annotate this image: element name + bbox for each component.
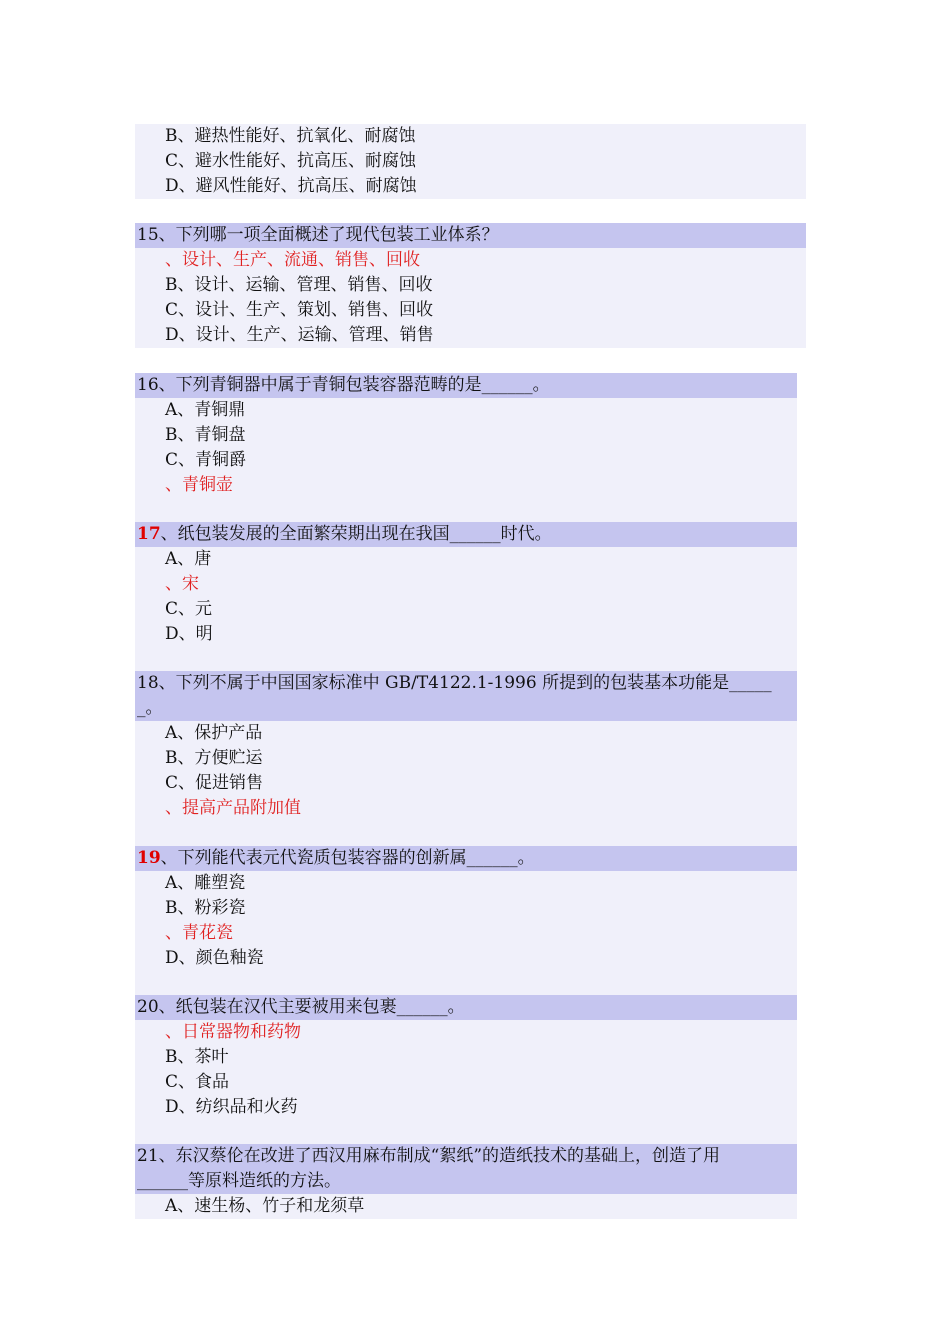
spacer xyxy=(135,821,797,846)
question-number: 19 xyxy=(137,848,161,868)
question-15-block xyxy=(135,223,806,348)
question-text: 、下列能代表元代瓷质包装容器的创新属______。 xyxy=(160,848,535,868)
question-line-2: ______等原料造纸的方法。 xyxy=(137,1171,341,1191)
q16-option-b[interactable]: B、青铜盘 xyxy=(165,425,246,445)
question-line-1 xyxy=(137,1144,795,1169)
q18-option-c[interactable]: C、促进销售 xyxy=(165,773,264,793)
q17-option-d[interactable]: D、明 xyxy=(165,624,213,644)
question-number: 15 xyxy=(137,225,159,245)
q14-option-b[interactable]: B、避热性能好、抗氧化、耐腐蚀 xyxy=(165,126,416,146)
q19-option-b[interactable]: B、粉彩瓷 xyxy=(165,898,246,918)
q20-option-d[interactable]: D、纺织品和火药 xyxy=(165,1097,298,1117)
question-text: 、东汉蔡伦在改进了西汉用麻布制成“絮纸”的造纸技术的基础上，创造了用 xyxy=(158,1146,721,1166)
question-text: 、纸包装在汉代主要被用来包裹______。 xyxy=(158,997,465,1017)
q18-option-a[interactable]: A、保护产品 xyxy=(165,723,263,743)
q14-option-d[interactable]: D、避风性能好、抗高压、耐腐蚀 xyxy=(165,176,417,196)
q18-option-d-correct[interactable]: 、提高产品附加值 xyxy=(165,798,301,818)
question-16-block xyxy=(135,373,797,523)
q16-option-c[interactable]: C、青铜爵 xyxy=(165,450,247,470)
question-text: 、下列不属于中国国家标准中 GB/T4122.1-1996 所提到的包装基本功能是_____ xyxy=(158,673,772,693)
question-21-stem xyxy=(135,1144,797,1194)
question-19-stem xyxy=(135,846,797,871)
question-21-block xyxy=(135,1144,797,1219)
q21-option-a[interactable]: A、速生杨、竹子和龙须草 xyxy=(165,1196,365,1216)
q15-option-c[interactable]: C、设计、生产、策划、销售、回收 xyxy=(165,300,434,320)
question-14-block xyxy=(135,124,806,199)
question-18-stem xyxy=(135,671,797,721)
q19-option-d[interactable]: D、颜色釉瓷 xyxy=(165,948,264,968)
spacer xyxy=(135,1120,797,1145)
question-line-2: _。 xyxy=(137,698,163,718)
q19-option-a[interactable]: A、雕塑瓷 xyxy=(165,873,246,893)
spacer xyxy=(135,647,797,672)
q18-option-b[interactable]: B、方便贮运 xyxy=(165,748,263,768)
question-18-block xyxy=(135,671,797,846)
q19-option-c-correct[interactable]: 、青花瓷 xyxy=(165,923,233,943)
question-number: 21 xyxy=(137,1146,159,1166)
q17-option-c[interactable]: C、元 xyxy=(165,599,213,619)
q16-option-d-correct[interactable]: 、青铜壶 xyxy=(165,475,233,495)
spacer xyxy=(135,971,797,996)
question-number: 17 xyxy=(137,524,161,544)
question-17-stem xyxy=(135,522,797,547)
question-number: 20 xyxy=(137,997,159,1017)
q20-option-c[interactable]: C、食品 xyxy=(165,1072,230,1092)
q20-option-a-correct[interactable]: 、日常器物和药物 xyxy=(165,1022,301,1042)
q17-option-b-correct[interactable]: 、宋 xyxy=(165,574,199,594)
question-line-1 xyxy=(137,671,795,696)
question-19-block xyxy=(135,846,797,996)
question-16-stem xyxy=(135,373,797,398)
question-number: 16 xyxy=(137,375,159,395)
question-text: 、下列青铜器中属于青铜包装容器范畴的是______。 xyxy=(158,375,550,395)
question-number: 18 xyxy=(137,673,159,693)
question-15-stem xyxy=(135,223,806,248)
q17-option-a[interactable]: A、唐 xyxy=(165,549,212,569)
question-text: 、下列哪一项全面概述了现代包装工业体系？ xyxy=(158,225,499,245)
q15-option-a-correct[interactable]: 、设计、生产、流通、销售、回收 xyxy=(165,250,420,270)
q20-option-b[interactable]: B、茶叶 xyxy=(165,1047,229,1067)
q15-option-d[interactable]: D、设计、生产、运输、管理、销售 xyxy=(165,325,434,345)
q14-option-c[interactable]: C、避水性能好、抗高压、耐腐蚀 xyxy=(165,151,417,171)
q15-option-b[interactable]: B、设计、运输、管理、销售、回收 xyxy=(165,275,433,295)
spacer xyxy=(135,498,797,523)
question-20-stem xyxy=(135,995,797,1020)
q16-option-a[interactable]: A、青铜鼎 xyxy=(165,400,246,420)
question-20-block xyxy=(135,995,797,1145)
question-17-block xyxy=(135,522,797,672)
question-text: 、纸包装发展的全面繁荣期出现在我国______时代。 xyxy=(160,524,552,544)
